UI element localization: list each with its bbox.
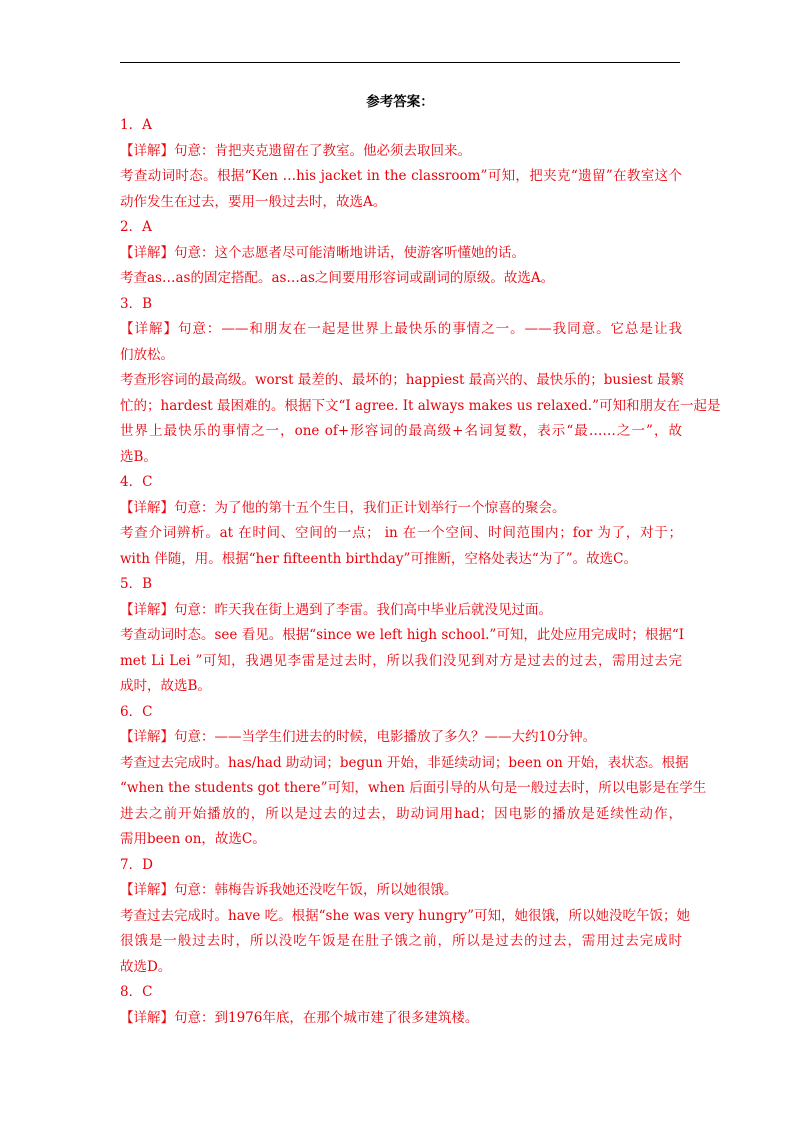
text-line: 【详解】句意：昨天我在街上遇到了李雷。我们高中毕业后就没见过面。 [120, 601, 552, 618]
text-line: 考查介词辨析。at 在时间、空间的一点； in 在一个空间、时间范围内；for 为了，对于； [120, 525, 682, 541]
text-line: 【详解】句意：韩梅告诉我她还没吃午饭，所以她很饿。 [120, 882, 458, 898]
text-line: 3．B [120, 295, 153, 312]
text-line: met Li Lei ”可知，我遇见李雷是过去时，所以我们没见到对方是过去的过去，需用过去完 [120, 652, 682, 669]
text-line: 【详解】句意：到1976年底，在那个城市建了很多建筑楼。 [120, 1009, 479, 1026]
text-line: 1．A [120, 117, 152, 133]
text-line: 6．C [120, 703, 153, 720]
text-line: 很饿是一般过去时，所以没吃午饭是在肚子饿之前，所以是过去的过去，需用过去完成时 [120, 933, 682, 949]
text-line: 2．A [120, 219, 152, 235]
text-line: 【详解】句意：这个志愿者尽可能清晰地讲话，使游客听懂她的话。 [120, 244, 525, 261]
text-line: 【详解】句意：——和朋友在一起是世界上最快乐的事情之一。——我同意。它总是让我 [120, 321, 682, 337]
text-line: 【详解】句意：肯把夹克遗留在了教室。他必须去取回来。 [120, 142, 471, 159]
text-line: 故选D。 [120, 958, 172, 975]
text-line: 考查动词时态。根据“Ken …his jacket in the classroom”可知，把夹克“遗留”在教室这个 [120, 168, 682, 184]
text-line: 考查as…as的固定搭配。as…as之间要用形容词或副词的原级。故选A。 [120, 270, 555, 286]
text-line: 5．B [120, 576, 153, 592]
text-line: 考查动词时态。see 看见。根据“since we left high school.”可知，此处应用完成时；根据“I [120, 627, 685, 643]
text-line: 选B。 [120, 448, 157, 465]
text-line: 8．C [120, 984, 153, 1000]
text-line: 们放松。 [120, 346, 174, 363]
text-line: “when the students got there”可知，when 后面引导的从句是一般过去时，所以电影是在学生 [120, 780, 707, 796]
header-rule [120, 62, 680, 63]
text-line: 忙的；hardest 最困难的。根据下文“I agree. It always makes us relaxed.”可知和朋友在一起是 [120, 397, 721, 414]
text-line: 进去之前开始播放的，所以是过去的过去，助动词用had；因电影的播放是延续性动作， [120, 805, 682, 822]
text-line: 考查过去完成时。has/had 助动词；begun 开始，非延续动词；been on 开始，表状态。根据 [120, 754, 689, 771]
text-line: 【详解】句意：为了他的第十五个生日，我们正计划举行一个惊喜的聚会。 [120, 499, 566, 516]
text-line: 需用been on，故选C。 [120, 831, 266, 847]
text-line: 动作发生在过去，要用一般过去时，故选A。 [120, 193, 387, 210]
answer-explanations [120, 113, 721, 1031]
text-line: with 伴随，用。根据“her fifteenth birthday”可推断，空格处表达“为了”。故选C。 [120, 550, 638, 567]
text-line: 考查过去完成时。have 吃。根据“she was very hungry”可知，她很饿，所以她没吃午饭；她 [120, 907, 690, 924]
text-line: 世界上最快乐的事情之一，one of+形容词的最高级+名词复数，表示“最……之一”，故 [120, 423, 682, 439]
text-line: 考查形容词的最高级。worst 最差的、最坏的；happiest 最高兴的、最快乐的；busiest 最繁 [120, 372, 684, 388]
answer-key-title: 参考答案： [366, 94, 434, 110]
text-line: 成时，故选B。 [120, 678, 211, 694]
text-line: 7．D [120, 856, 153, 873]
text-line: 4．C [120, 474, 153, 490]
text-line: 【详解】句意：——当学生们进去的时候，电影播放了多久？——大约10分钟。 [120, 729, 597, 745]
